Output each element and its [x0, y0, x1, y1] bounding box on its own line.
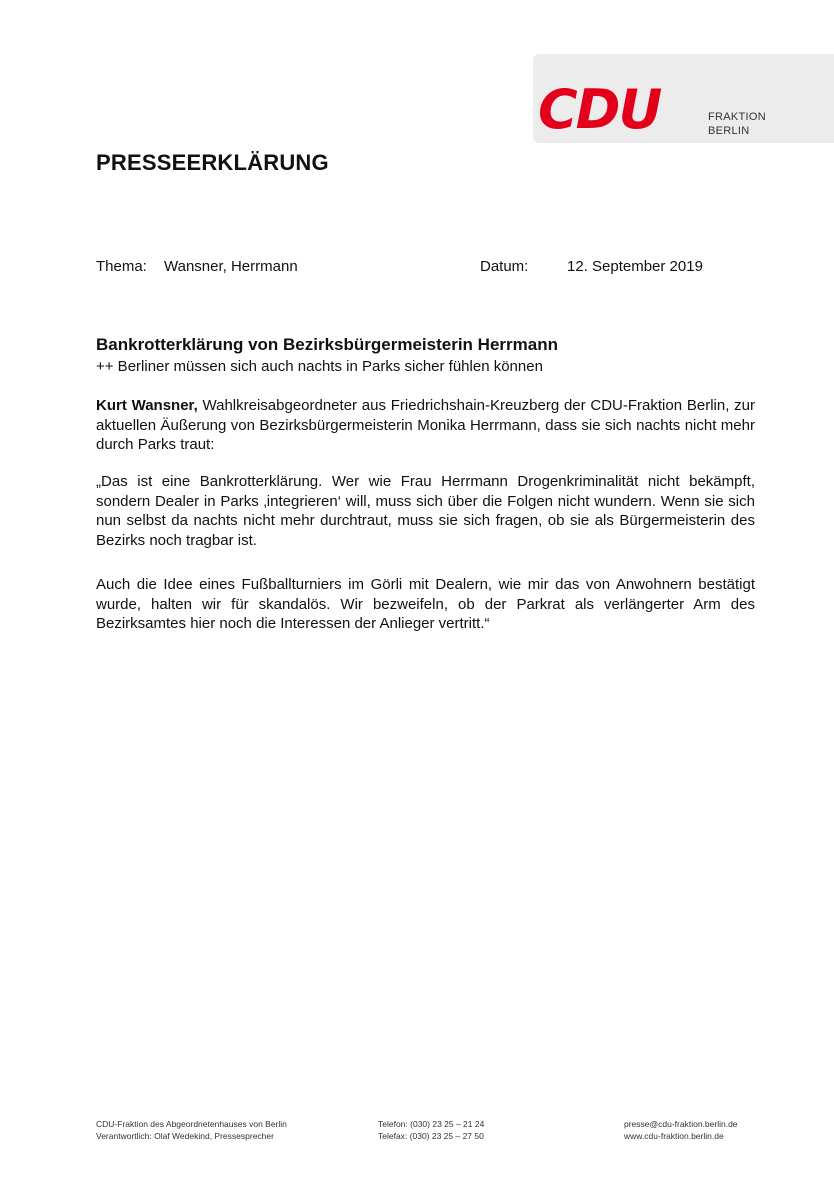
quote-paragraph-2: Auch die Idee eines Fußballturniers im Görli mit Dealern, wie mir das von Anwohnern bestätigt wurde, halten wir für skandalös. Wir bezweifeln, ob der Parkrat als verlängerter Arm des Bezirksamtes hier noch die Interessen der Anlieger vertritt.“ — [96, 576, 755, 632]
date-value: 12. September 2019 — [567, 258, 703, 275]
logo-line-fraktion: FRAKTION — [708, 111, 767, 123]
footer-org-line1: CDU-Fraktion des Abgeordnetenhauses von Berlin — [96, 1119, 287, 1129]
headline: Bankrotterklärung von Bezirksbürgermeisterin Herrmann — [96, 335, 558, 354]
footer-online — [624, 1118, 738, 1142]
footer-org-line2: Verantwortlich: Olaf Wedekind, Pressesprecher — [96, 1131, 274, 1141]
subheadline: ++ Berliner müssen sich auch nachts in Parks sicher fühlen können — [96, 358, 543, 375]
cdu-logo: CDU — [538, 78, 661, 141]
topic-label: Thema: — [96, 258, 147, 275]
intro-text: Wahlkreisabgeordneter aus Friedrichshain-Kreuzberg der CDU-Fraktion Berlin, zur aktuellen Äußerung von Bezirksbürgermeisterin Monika Herrmann, dass sie sich nachts nicht mehr durch Parks traut: — [96, 397, 755, 453]
logo-line-berlin: BERLIN — [708, 125, 750, 137]
page-title: PRESSEERKLÄRUNG — [96, 150, 329, 175]
topic-value: Wansner, Herrmann — [164, 258, 298, 275]
speaker-name: Kurt Wansner, — [96, 397, 198, 414]
footer-contact — [378, 1118, 484, 1142]
date-label: Datum: — [480, 258, 529, 275]
footer-org — [96, 1118, 287, 1142]
footer-fax: Telefax: (030) 23 25 – 27 50 — [378, 1131, 484, 1141]
footer-email[interactable]: presse@cdu-fraktion.berlin.de — [624, 1119, 738, 1129]
quote-paragraph-1: „Das ist eine Bankrotterklärung. Wer wie Frau Herrmann Drogenkriminalität nicht bekämpft, sondern Dealer in Parks ‚integrieren‘ will, muss sich über die Folgen nicht wundern. Wenn sie sich nun selbst da nachts nicht mehr durchtraut, muss sie sich fragen, ob sie als Bürgermeisterin des Bezirks noch tragbar ist. — [96, 473, 755, 549]
logo-subtitle — [708, 110, 766, 138]
footer-website[interactable]: www.cdu-fraktion.berlin.de — [624, 1131, 724, 1141]
footer-phone: Telefon: (030) 23 25 – 21 24 — [378, 1119, 485, 1129]
intro-paragraph — [96, 396, 755, 455]
